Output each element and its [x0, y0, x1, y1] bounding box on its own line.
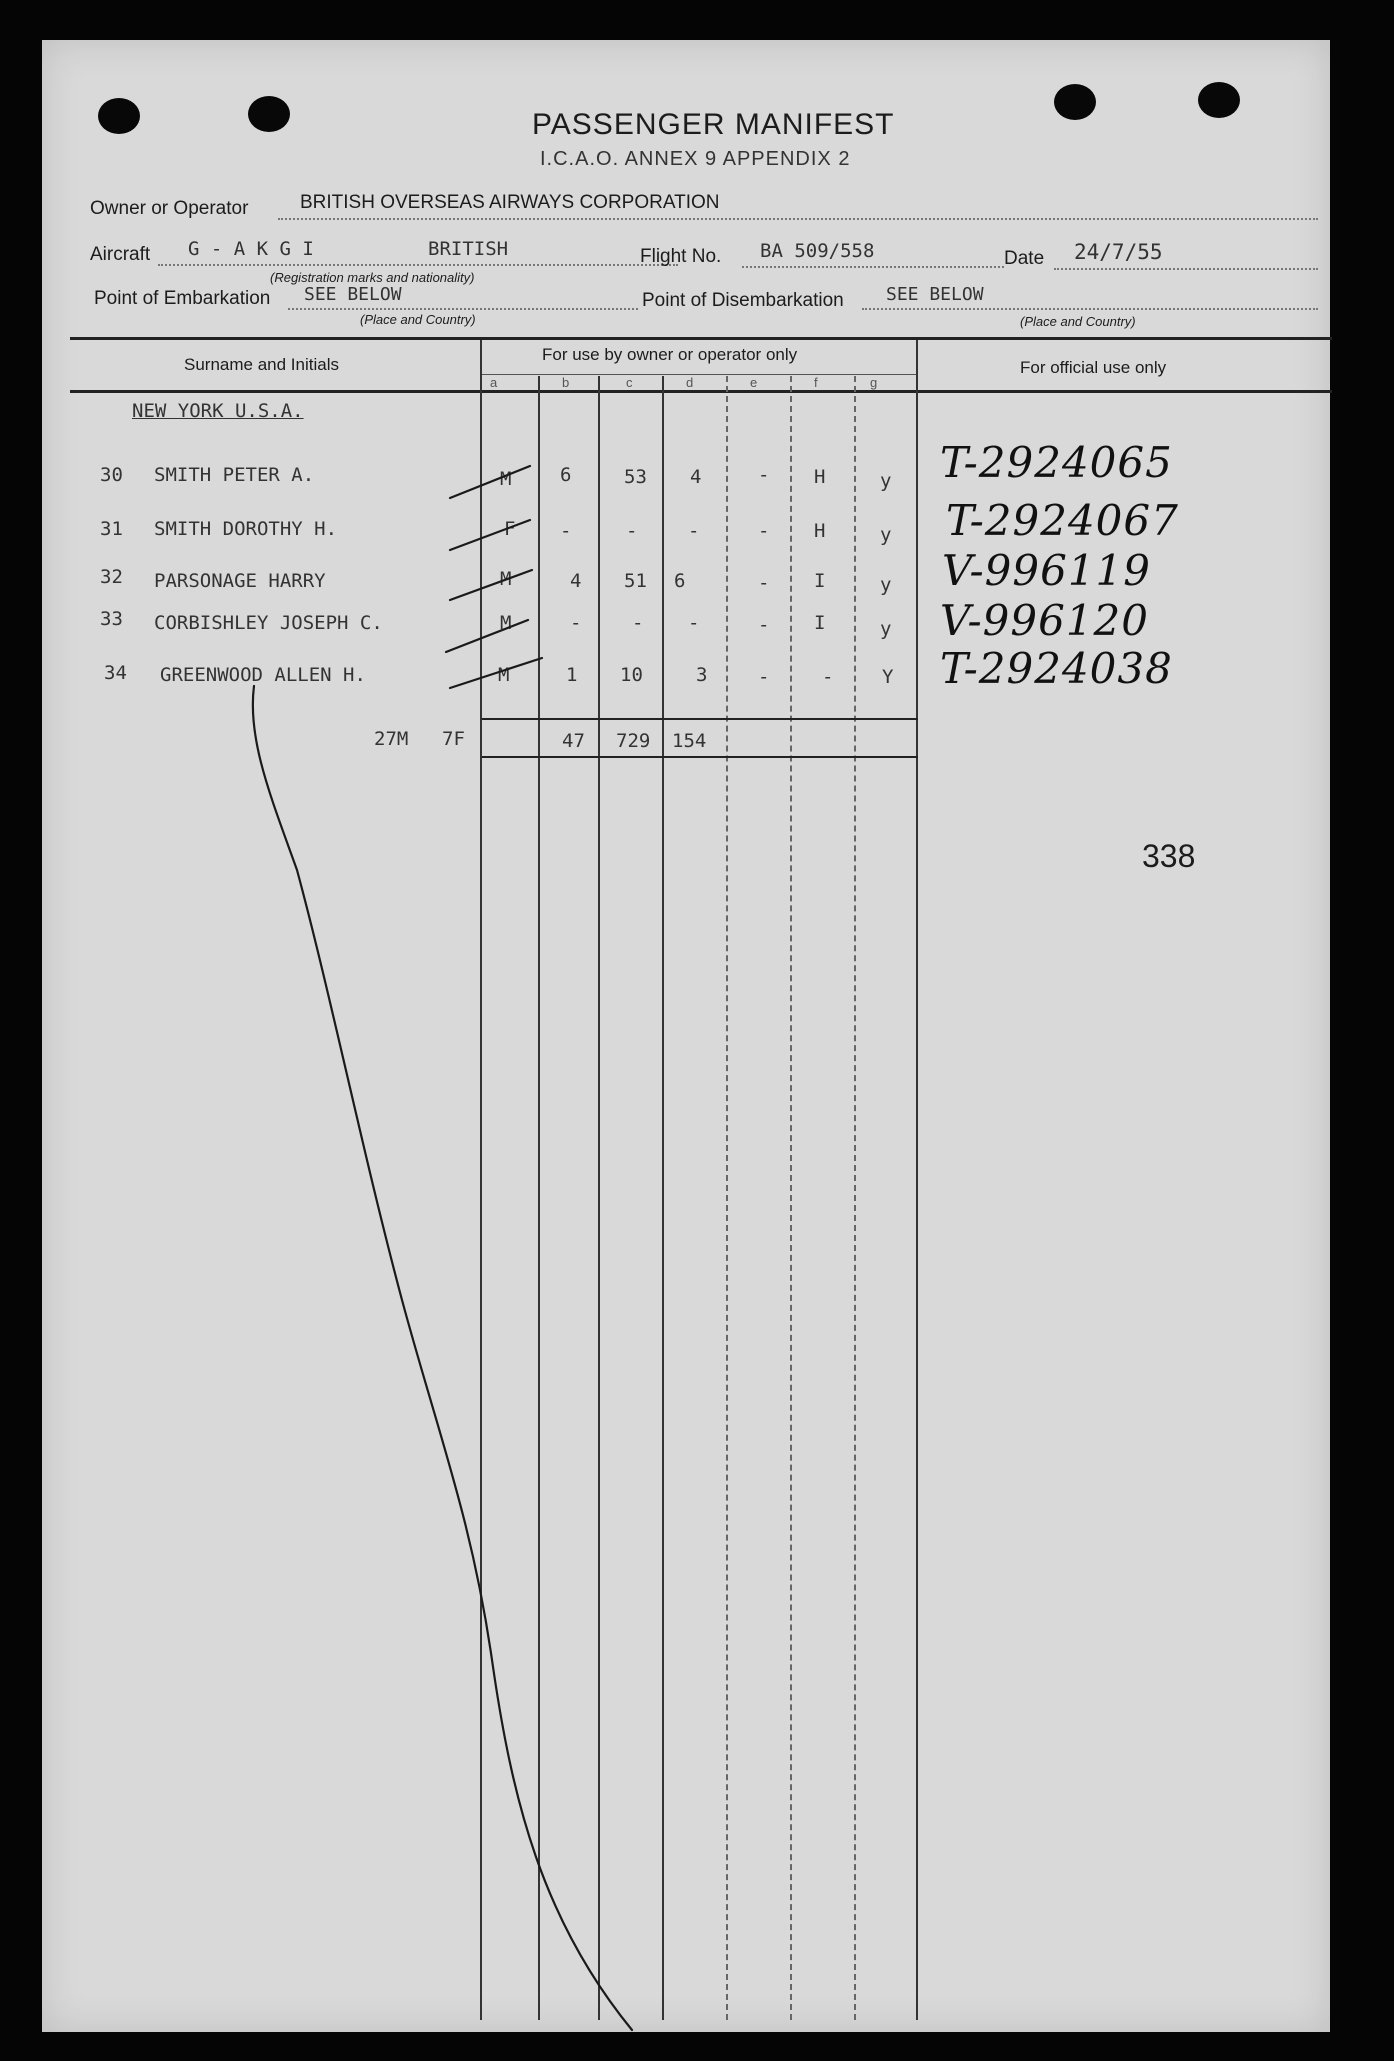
cell-g: Y — [882, 666, 894, 688]
cell-b: - — [560, 520, 572, 542]
page-number: 338 — [1142, 838, 1196, 874]
cell-e: - — [758, 520, 770, 542]
cell-b: - — [570, 612, 582, 634]
check-mark — [450, 570, 532, 600]
cell-c: - — [632, 612, 644, 634]
total-d: 154 — [672, 730, 707, 752]
row-number: 32 — [100, 566, 123, 588]
check-mark — [450, 658, 542, 688]
embarkation-label: Point of Embarkation — [94, 288, 271, 309]
cell-f: I — [814, 612, 826, 634]
cell-d: - — [688, 612, 700, 634]
subcol-g: g — [870, 375, 878, 390]
disembarkation-label: Point of Disembarkation — [642, 290, 844, 311]
aircraft-label: Aircraft — [90, 244, 151, 265]
cell-e: - — [758, 572, 770, 594]
aircraft-nationality: BRITISH — [428, 238, 509, 260]
cell-f: H — [814, 520, 826, 542]
aircraft-registration: G - A K G I — [188, 238, 314, 260]
total-female: 7F — [442, 728, 465, 750]
subcol-c: c — [626, 375, 633, 390]
row-number: 34 — [104, 662, 127, 684]
col-official-header: For official use only — [1020, 358, 1167, 377]
owner-value: BRITISH OVERSEAS AIRWAYS CORPORATION — [300, 192, 720, 213]
cell-b: 1 — [566, 664, 578, 686]
cell-e: - — [758, 464, 770, 486]
total-male: 27M — [374, 728, 409, 750]
cell-a: M — [500, 568, 512, 590]
cell-g: y — [880, 618, 892, 640]
subcol-a: a — [490, 375, 498, 390]
flight-value: BA 509/558 — [760, 240, 875, 262]
check-mark — [446, 620, 528, 652]
aircraft-hint: (Registration marks and nationality) — [270, 270, 475, 285]
disembarkation-hint: (Place and Country) — [1020, 314, 1136, 329]
flight-label: Flight No. — [640, 246, 722, 267]
embarkation-hint: (Place and Country) — [360, 312, 476, 327]
manifest-sheet — [42, 40, 1330, 2032]
cell-g: y — [880, 470, 892, 492]
row-number: 31 — [100, 518, 123, 540]
cell-g: y — [880, 574, 892, 596]
official-number: T-2924065 — [940, 438, 1173, 487]
subcol-e: e — [750, 375, 758, 390]
cell-a: M — [498, 664, 510, 686]
total-b: 47 — [562, 730, 585, 752]
owner-label: Owner or Operator — [90, 198, 249, 219]
passenger-name: SMITH DOROTHY H. — [154, 518, 338, 540]
passenger-name: SMITH PETER A. — [154, 464, 315, 486]
cell-a: M — [500, 468, 512, 490]
page-subtitle: I.C.A.O. ANNEX 9 APPENDIX 2 — [540, 148, 851, 170]
cell-f: I — [814, 570, 826, 592]
embarkation-value: SEE BELOW — [304, 284, 402, 305]
cell-a: F — [504, 518, 516, 540]
date-value: 24/7/55 — [1074, 240, 1163, 264]
check-mark — [450, 520, 530, 550]
ink-stroke — [253, 686, 632, 2030]
cell-f: H — [814, 466, 826, 488]
col-name-header: Surname and Initials — [184, 355, 339, 374]
passenger-name: PARSONAGE HARRY — [154, 570, 326, 592]
cell-e: - — [758, 614, 770, 636]
subcol-b: b — [562, 375, 570, 390]
total-c: 729 — [616, 730, 651, 752]
cell-b: 6 — [560, 464, 572, 486]
cell-b: 4 — [570, 570, 582, 592]
cell-e: - — [758, 666, 770, 688]
cell-d: 6 — [674, 570, 686, 592]
section-heading: NEW YORK U.S.A. — [132, 400, 304, 422]
subcol-f: f — [814, 375, 818, 390]
passenger-name: CORBISHLEY JOSEPH C. — [154, 612, 383, 634]
passenger-name: GREENWOOD ALLEN H. — [160, 664, 366, 686]
date-label: Date — [1004, 248, 1045, 269]
check-mark — [450, 466, 530, 498]
official-number: T-2924067 — [946, 496, 1179, 545]
pen-marks-overlay — [42, 40, 1330, 2032]
cell-c: 51 — [624, 570, 647, 592]
disembarkation-value: SEE BELOW — [886, 284, 984, 305]
col-owner-header: For use by owner or operator only — [542, 345, 798, 364]
cell-g: y — [880, 524, 892, 546]
row-number: 30 — [100, 464, 123, 486]
cell-c: 10 — [620, 664, 643, 686]
cell-d: 3 — [696, 664, 708, 686]
official-number: T-2924038 — [940, 644, 1173, 693]
official-number: V-996119 — [942, 546, 1151, 595]
cell-c: 53 — [624, 466, 647, 488]
subcol-d: d — [686, 375, 694, 390]
cell-a: M — [500, 612, 512, 634]
cell-f: - — [822, 666, 834, 688]
cell-d: - — [688, 520, 700, 542]
official-number: V-996120 — [940, 596, 1149, 645]
cell-c: - — [626, 520, 638, 542]
cell-d: 4 — [690, 466, 702, 488]
page-title: PASSENGER MANIFEST — [532, 108, 895, 141]
row-number: 33 — [100, 608, 123, 630]
